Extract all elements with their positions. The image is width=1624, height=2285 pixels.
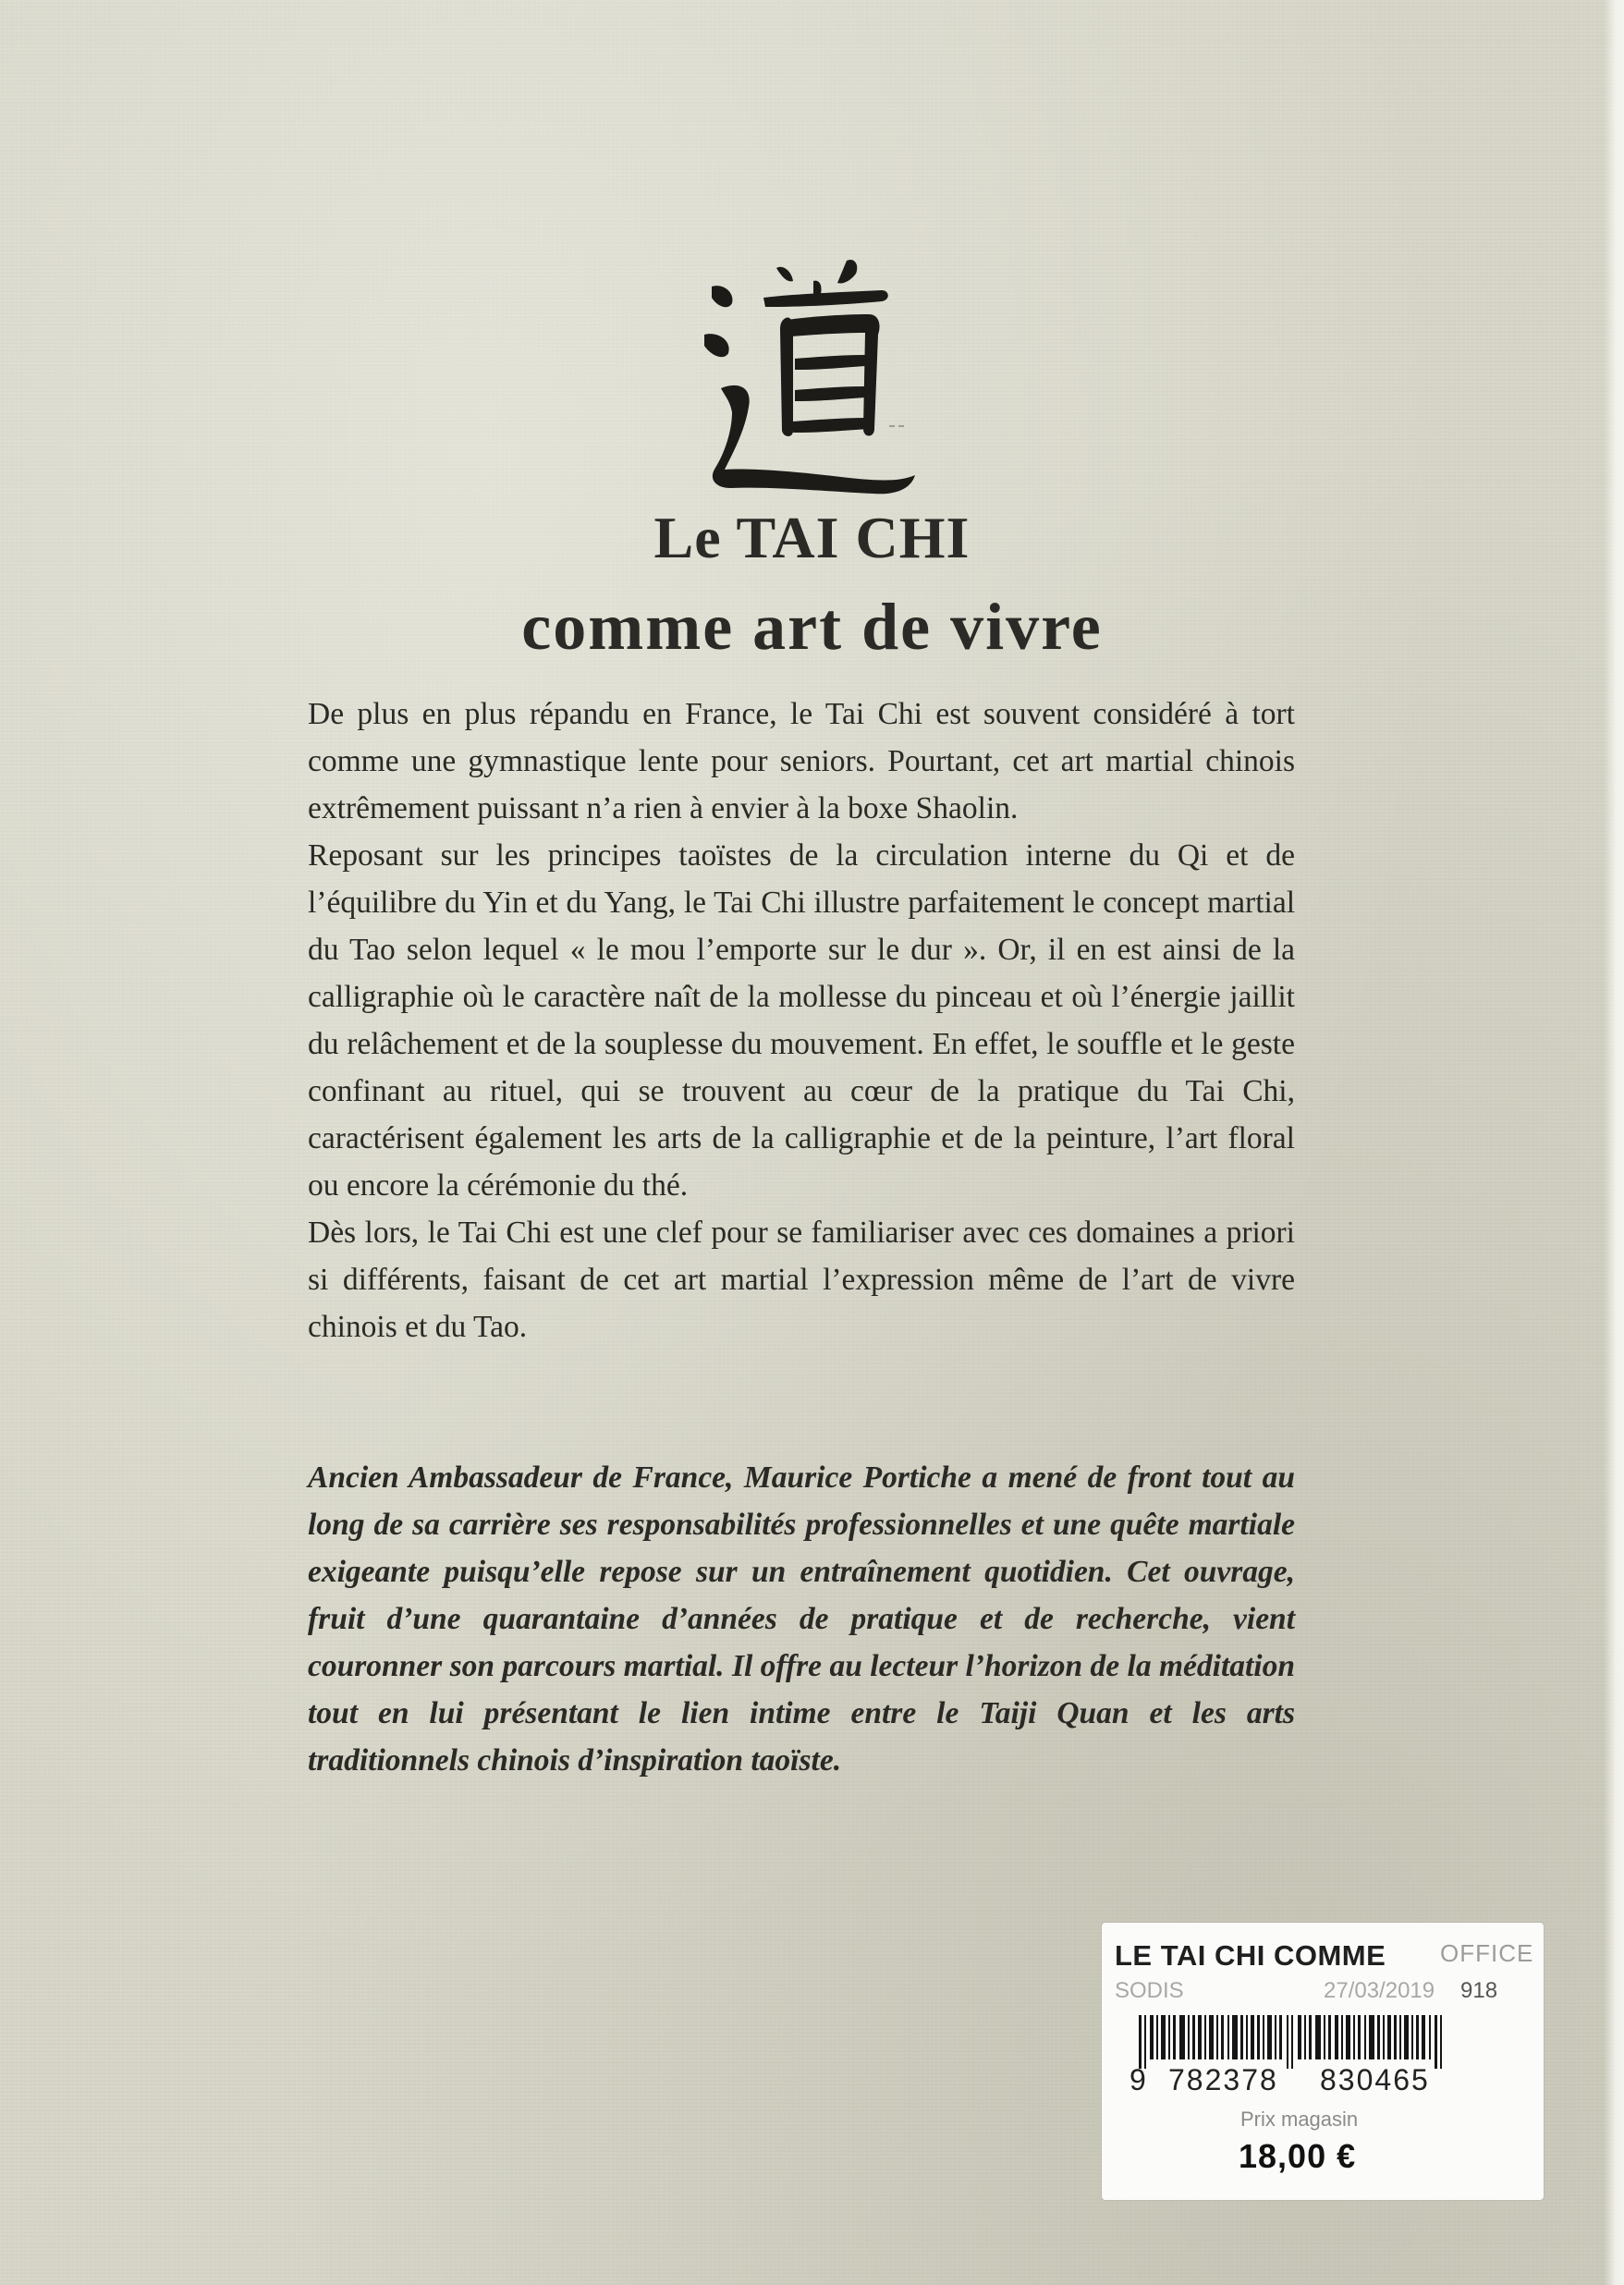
book-summary bbox=[308, 690, 1295, 1350]
barcode-icon bbox=[1139, 2015, 1453, 2069]
ean-group-2: 830465 bbox=[1320, 2063, 1430, 2096]
summary-paragraph: De plus en plus répandu en France, le Tai Chi est souvent considéré à tort comme une gymnastique lente pour seniors. Pourtant, cet art martial chinois extrêmement puissant n’a rien à envier à la boxe Shaolin. bbox=[308, 697, 1295, 825]
sticker-date: 27/03/2019 bbox=[1324, 1978, 1435, 2003]
sticker-title: LE TAI CHI COMME bbox=[1115, 1939, 1386, 1972]
ean-first-digit: 9 bbox=[1129, 2063, 1146, 2096]
sticker-code: 918 bbox=[1460, 1978, 1498, 2003]
ean-group-1: 782378 bbox=[1168, 2063, 1278, 2096]
summary-paragraph: Reposant sur les principes taoïstes de la circulation interne du Qi et de l’équilibre du Yin et du Yang, le Tai Chi illustre parfaitement le concept martial du Tao selon lequel « le mou l’emporte sur le dur ». Or, il en est ainsi de la calligraphie où le caractère naît de la mollesse du pinceau et où l’énergie jaillit du relâchement et de la souplesse du mouvement. En effet, le souffle et le geste confinant au rituel, qui se trouvent au cœur de la pratique du Tai Chi, caractérisent également les arts de la calligraphie et de la peinture, l’art floral ou encore la cérémonie du thé. bbox=[308, 838, 1295, 1203]
sticker-distributor: SODIS bbox=[1115, 1978, 1184, 2003]
summary-paragraph: Dès lors, le Tai Chi est une clef pour se familiariser avec ces domaines a priori si différents, faisant de cet art martial l’expression même de l’art de vivre chinois et du Tao. bbox=[308, 1216, 1295, 1344]
sticker-office: OFFICE bbox=[1440, 1939, 1534, 1967]
tao-calligraphy-icon bbox=[684, 250, 924, 499]
author-bio: Ancien Ambassadeur de France, Maurice Portiche a mené de front tout au long de sa carrière ses responsabilités professionnelles et une quête martiale exigeante puisqu’elle repose sur un entraînement quotidien. Cet ouvrage, fruit d’une quarantaine d’années de pratique et de recherche, vient couronner son parcours martial. Il offre au lecteur l’horizon de la méditation tout en lui présentant le lien intime entre le Taiji Quan et les arts traditionnels chinois d’inspiration taoïste. bbox=[308, 1460, 1295, 1778]
book-title-line-1: Le TAI CHI bbox=[653, 505, 971, 570]
price-value: 18,00 € bbox=[1239, 2137, 1357, 2175]
book-title-line-2: comme art de vivre bbox=[521, 590, 1103, 664]
cover-edge bbox=[1604, 0, 1624, 2285]
price-label: Prix magasin bbox=[1240, 2108, 1359, 2131]
price-sticker bbox=[1102, 1923, 1544, 2200]
